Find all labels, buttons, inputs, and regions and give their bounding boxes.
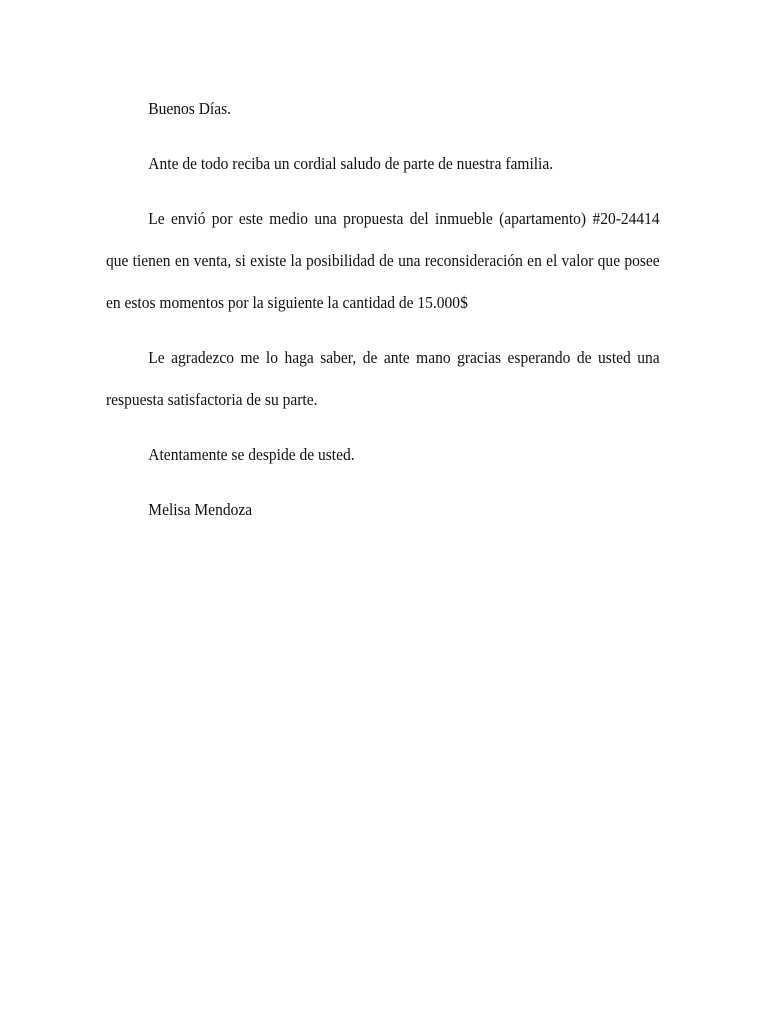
letter-body	[106, 88, 660, 531]
signature-name: Melisa Mendoza	[148, 500, 253, 519]
greeting-line: Buenos Días.	[148, 99, 232, 118]
thanks-paragraph: Le agradezco me lo haga saber, de ante mano gracias esperando de usted una respuesta satisfactoria de su parte.	[106, 348, 660, 409]
proposal-paragraph: Le envió por este medio una propuesta del inmueble (apartamento) #20-24414 que tienen en venta, si existe la posibilidad de una reconsideración en el valor que posee en estos momentos por la siguiente la cantidad de 15.000$	[106, 209, 660, 312]
intro-paragraph: Ante de todo reciba un cordial saludo de parte de nuestra familia.	[148, 154, 554, 173]
closing-line: Atentamente se despide de usted.	[148, 445, 355, 464]
